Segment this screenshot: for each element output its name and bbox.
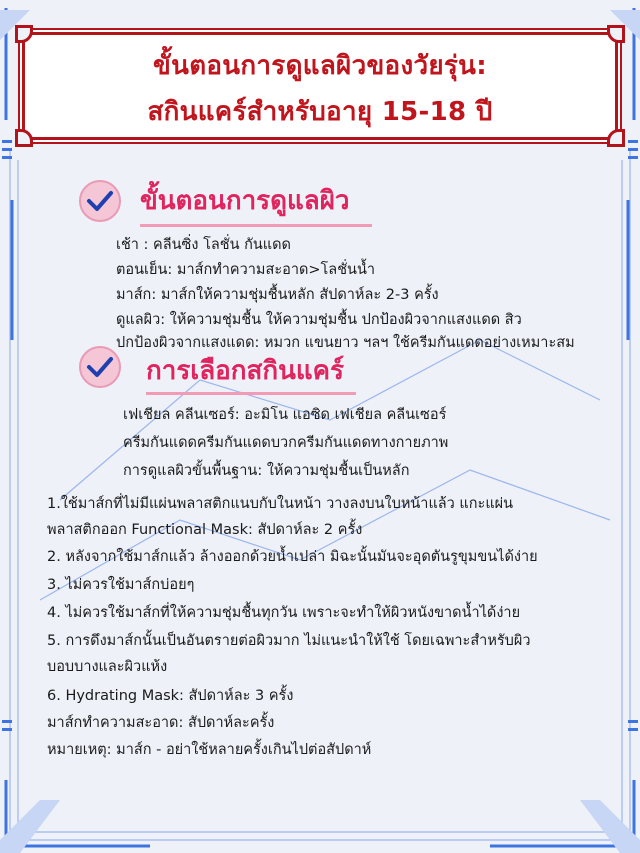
note-line: 3. ไม่ควรใช้มาส์กบ่อยๆ	[47, 577, 195, 593]
note-line: 6. Hydrating Mask: สัปดาห์ละ 3 ครั้ง	[47, 688, 294, 704]
note-line: บอบบางและผิวแห้ง	[47, 659, 168, 675]
step-line: เช้า : คลีนซิ่ง โลชั่น กันแดด	[116, 237, 291, 253]
section-heading-skincare-steps: ขั้นตอนการดูแลผิว	[140, 186, 350, 216]
note-line: 5. การดึงมาส์กนั้นเป็นอันตรายต่อผิวมาก ไม่แนะนำให้ใช้ โดยเฉพาะสำหรับผิว	[47, 633, 531, 649]
page-title-line-1: ขั้นตอนการดูแลผิวของวัยรุ่น:	[153, 51, 487, 81]
note-line: หมายเหตุ: มาส์ก - อย่าใช้หลายครั้งเกินไปต่อสัปดาห์	[47, 742, 372, 758]
note-line: มาส์กทำความสะอาด: สัปดาห์ละครั้ง	[47, 715, 275, 731]
check-circle-icon	[79, 180, 121, 222]
section-heading-underline	[140, 224, 372, 227]
step-line: มาส์ก: มาส์กให้ความชุ่มชื้นหลัก สัปดาห์ละ 2-3 ครั้ง	[116, 287, 439, 303]
check-circle-icon	[79, 346, 121, 388]
step-line: ตอนเย็น: มาส์กทำความสะอาด>โลชั่นน้ำ	[116, 262, 376, 278]
title-banner	[22, 32, 618, 140]
note-line: 4. ไม่ควรใช้มาส์กที่ให้ความชุ่มชื้นทุกวัน เพราะจะทำให้ผิวหนังขาดน้ำได้ง่าย	[47, 605, 521, 621]
section-heading-underline	[146, 392, 356, 395]
selection-line: ครีมกันแดดครีมกันแดดบวกครีมกันแดดทางกายภาพ	[123, 435, 449, 451]
page-title-line-2: สกินแคร์สำหรับอายุ 15-18 ปี	[147, 97, 493, 127]
banner-corner-ornament	[607, 25, 625, 43]
section-heading-product-selection: การเลือกสกินแคร์	[146, 356, 344, 386]
note-line: 2. หลังจากใช้มาส์กแล้ว ล้างออกด้วยน้ำเปล่า มิฉะนั้นมันจะอุดตันรูขุมขนได้ง่าย	[47, 549, 538, 565]
note-line: 1.ใช้มาส์กที่ไม่มีแผ่นพลาสติกแนบกับในหน้า วางลงบนใบหน้าแล้ว แกะแผ่น	[47, 496, 514, 512]
step-line: ดูแลผิว: ให้ความชุ่มชื้น ให้ความชุ่มชื้น ปกป้องผิวจากแสงแดด สิว	[116, 312, 522, 328]
selection-line: เฟเชียล คลีนเซอร์: อะมิโน แอซิด เฟเชียล คลีนเซอร์	[123, 407, 447, 423]
note-line: พลาสติกออก Functional Mask: สัปดาห์ละ 2 ครั้ง	[47, 522, 363, 538]
selection-line: การดูแลผิวขั้นพื้นฐาน: ให้ความชุ่มชื้นเป็นหลัก	[123, 463, 410, 479]
banner-corner-ornament	[15, 25, 33, 43]
step-line: ปกป้องผิวจากแสงแดด: หมวก แขนยาว ฯลฯ ใช้ครีมกันแดดอย่างเหมาะสม	[116, 335, 575, 351]
